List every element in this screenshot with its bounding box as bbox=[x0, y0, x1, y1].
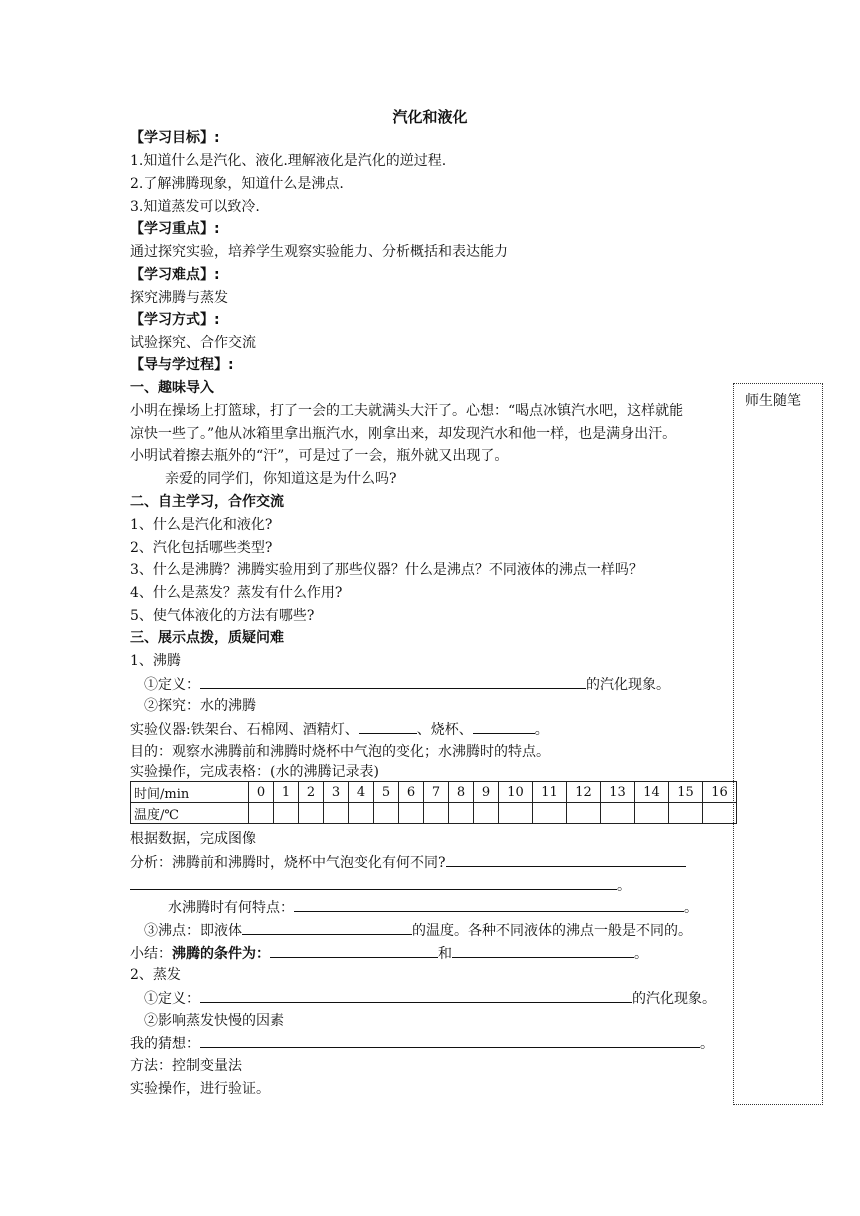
question-3: 3、什么是沸腾？沸腾实验用到了那些仪器？什么是沸点？不同液体的沸点一样吗？ bbox=[130, 562, 643, 578]
question-5: 5、使气体液化的方法有哪些? bbox=[130, 608, 315, 624]
table-row-temperature bbox=[131, 803, 737, 824]
time-cell: 14 bbox=[635, 782, 669, 803]
time-cell: 16 bbox=[703, 782, 737, 803]
question-1: 1、什么是汽化和液化? bbox=[130, 517, 273, 533]
temperature-cell[interactable] bbox=[299, 803, 324, 824]
goal-item-3: 3.知道蒸发可以致冷. bbox=[130, 199, 260, 215]
feature-line: 水沸腾时有何特点： 。 bbox=[168, 900, 698, 916]
evaporation-heading: 2、蒸发 bbox=[130, 967, 181, 983]
feature-blank[interactable] bbox=[294, 898, 684, 912]
time-cell: 8 bbox=[449, 782, 474, 803]
boiling-definition-blank[interactable] bbox=[200, 675, 586, 689]
guess-line: 我的猜想： 。 bbox=[130, 1036, 714, 1052]
temperature-cell[interactable] bbox=[349, 803, 374, 824]
story-line-3: 小明试着擦去瓶外的“汗”，可是过了一会，瓶外就又出现了。 bbox=[130, 448, 509, 464]
section3-heading: 三、展示点拨，质疑问难 bbox=[130, 630, 284, 646]
temperature-cell[interactable] bbox=[567, 803, 601, 824]
sidebar-label: 师生随笔 bbox=[745, 393, 801, 409]
boiling-point-blank[interactable] bbox=[242, 921, 412, 935]
temperature-cell[interactable] bbox=[249, 803, 274, 824]
story-line-1: 小明在操场上打篮球，打了一会的工夫就满头大汗了。心想：“喝点冰镇汽水吧，这样就能 bbox=[130, 403, 684, 419]
goal-item-2: 2.了解沸腾现象，知道什么是沸点. bbox=[130, 176, 344, 192]
difficulty-heading: 【学习难点】: bbox=[130, 267, 220, 283]
condition-blank-2[interactable] bbox=[452, 944, 634, 958]
process-heading: 【导与学过程】: bbox=[130, 357, 234, 373]
temperature-cell[interactable] bbox=[449, 803, 474, 824]
temperature-cell[interactable] bbox=[399, 803, 424, 824]
analysis-blank-1[interactable] bbox=[446, 853, 686, 867]
difficulty-text: 探究沸腾与蒸发 bbox=[130, 290, 228, 306]
time-cell: 0 bbox=[249, 782, 274, 803]
time-cell: 2 bbox=[299, 782, 324, 803]
temperature-cell[interactable] bbox=[374, 803, 399, 824]
focus-text: 通过探究实验，培养学生观察实验能力、分析概括和表达能力 bbox=[130, 244, 508, 260]
purpose-text: 目的：观察水沸腾前和沸腾时烧杯中气泡的变化；水沸腾时的特点。 bbox=[130, 744, 550, 760]
temperature-cell[interactable] bbox=[424, 803, 449, 824]
operation-text: 实验操作，完成表格：(水的沸腾记录表) bbox=[130, 764, 379, 780]
analysis-line-2: 。 bbox=[130, 876, 631, 895]
boiling-definition: ①定义： 的汽化现象。 bbox=[144, 677, 670, 693]
question-4: 4、什么是蒸发？蒸发有什么作用? bbox=[130, 585, 343, 601]
method-heading: 【学习方式】: bbox=[130, 312, 220, 328]
story-line-4: 亲爱的同学们，你知道这是为什么吗? bbox=[165, 471, 397, 487]
time-cell: 11 bbox=[533, 782, 567, 803]
analysis-blank-2[interactable] bbox=[130, 876, 617, 890]
graph-instruction: 根据数据，完成图像 bbox=[130, 831, 256, 847]
summary-line: 小结：沸腾的条件为： 和 。 bbox=[130, 946, 648, 962]
notes-sidebar bbox=[733, 383, 823, 1105]
time-cell: 3 bbox=[324, 782, 349, 803]
section1-heading: 一、趣味导入 bbox=[130, 380, 214, 396]
time-cell: 7 bbox=[424, 782, 449, 803]
time-cell: 4 bbox=[349, 782, 374, 803]
evaporation-definition-blank[interactable] bbox=[200, 989, 632, 1003]
evaporation-factors: ②影响蒸发快慢的因素 bbox=[144, 1013, 284, 1029]
temperature-cell[interactable] bbox=[324, 803, 349, 824]
boiling-record-table bbox=[130, 781, 737, 824]
time-cell: 13 bbox=[601, 782, 635, 803]
temperature-label: 温度/℃ bbox=[131, 803, 249, 824]
method-text: 试验探究、合作交流 bbox=[130, 335, 256, 351]
story-line-2: 凉快一些了。”他从冰箱里拿出瓶汽水，刚拿出来，却发现汽水和他一样，也是满身出汗。 bbox=[130, 426, 677, 442]
temperature-cell[interactable] bbox=[499, 803, 533, 824]
time-label: 时间/min bbox=[131, 782, 249, 803]
time-cell: 1 bbox=[274, 782, 299, 803]
goal-item-1: 1.知道什么是汽化、液化.理解液化是汽化的逆过程. bbox=[130, 153, 447, 169]
apparatus-line: 实验仪器:铁架台、石棉网、酒精灯、 、烧杯、 。 bbox=[130, 722, 549, 738]
boiling-explore: ②探究：水的沸腾 bbox=[144, 698, 256, 714]
condition-blank-1[interactable] bbox=[270, 944, 438, 958]
boiling-heading: 1、沸腾 bbox=[130, 653, 181, 669]
section2-heading: 二、自主学习，合作交流 bbox=[130, 494, 284, 510]
temperature-cell[interactable] bbox=[635, 803, 669, 824]
question-2: 2、汽化包括哪些类型? bbox=[130, 540, 273, 556]
boiling-point-line: ③沸点：即液体 的温度。各种不同液体的沸点一般是不同的。 bbox=[144, 923, 692, 939]
guess-blank[interactable] bbox=[200, 1034, 700, 1048]
verify-text: 实验操作，进行验证。 bbox=[130, 1081, 270, 1097]
apparatus-blank-2[interactable] bbox=[473, 720, 535, 734]
temperature-cell[interactable] bbox=[533, 803, 567, 824]
time-cell: 5 bbox=[374, 782, 399, 803]
apparatus-blank-1[interactable] bbox=[359, 720, 417, 734]
evaporation-definition: ①定义： 的汽化现象。 bbox=[144, 991, 716, 1007]
time-cell: 10 bbox=[499, 782, 533, 803]
method-control: 方法：控制变量法 bbox=[130, 1058, 242, 1074]
time-cell: 12 bbox=[567, 782, 601, 803]
focus-heading: 【学习重点】: bbox=[130, 221, 220, 237]
time-cell: 6 bbox=[399, 782, 424, 803]
temperature-cell[interactable] bbox=[274, 803, 299, 824]
temperature-cell[interactable] bbox=[474, 803, 499, 824]
time-cell: 15 bbox=[669, 782, 703, 803]
temperature-cell[interactable] bbox=[703, 803, 737, 824]
table-row-time bbox=[131, 782, 737, 803]
goals-heading: 【学习目标】: bbox=[130, 130, 220, 146]
temperature-cell[interactable] bbox=[601, 803, 635, 824]
temperature-cell[interactable] bbox=[669, 803, 703, 824]
analysis-line: 分析：沸腾前和沸腾时，烧杯中气泡变化有何不同? bbox=[130, 853, 686, 872]
time-cell: 9 bbox=[474, 782, 499, 803]
page-title: 汽化和液化 bbox=[392, 108, 468, 126]
